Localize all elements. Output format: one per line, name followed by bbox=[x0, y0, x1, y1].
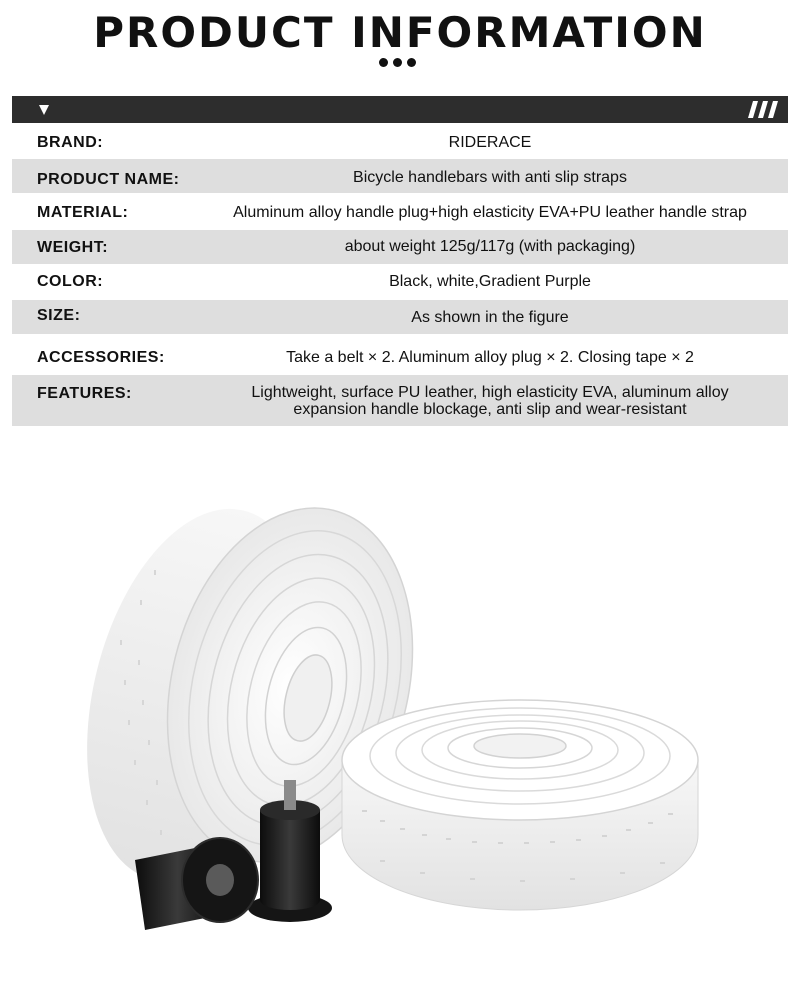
spec-row-product-name bbox=[12, 159, 788, 193]
triple-slash-icon bbox=[742, 96, 778, 123]
page-title: PRODUCT INFORMATION bbox=[93, 8, 707, 57]
spec-value-line: Lightweight, surface PU leather, high elasticity EVA, aluminum alloy bbox=[251, 384, 729, 401]
section-header-bar bbox=[12, 96, 788, 123]
title-dots-decoration bbox=[379, 58, 416, 67]
spec-label: COLOR: bbox=[37, 273, 104, 290]
spec-label: MATERIAL: bbox=[37, 204, 129, 221]
spec-row-features bbox=[12, 375, 788, 426]
spec-value: Bicycle handlebars with anti slip straps bbox=[353, 169, 627, 186]
spec-value: Black, white,Gradient Purple bbox=[389, 273, 591, 290]
spec-label: WEIGHT: bbox=[37, 239, 109, 256]
spec-value: Aluminum alloy handle plug+high elasticity EVA+PU leather handle strap bbox=[233, 204, 747, 221]
spec-label: SIZE: bbox=[37, 307, 81, 324]
spec-value: about weight 125g/117g (with packaging) bbox=[344, 238, 636, 255]
spec-label: FEATURES: bbox=[37, 385, 132, 402]
spec-label: BRAND: bbox=[37, 134, 104, 151]
spec-label: ACCESSORIES: bbox=[37, 349, 165, 366]
dot bbox=[379, 58, 388, 67]
spec-row-color bbox=[12, 264, 788, 300]
triangle-down-icon bbox=[39, 105, 49, 115]
spec-value: As shown in the figure bbox=[411, 309, 569, 326]
spec-row-size bbox=[12, 300, 788, 334]
spec-value-line: expansion handle blockage, anti slip and wear-resistant bbox=[293, 401, 687, 418]
spec-row-material bbox=[12, 193, 788, 228]
spec-row-weight bbox=[12, 230, 788, 264]
spec-value: Take a belt × 2. Aluminum alloy plug × 2. Closing tape × 2 bbox=[286, 349, 694, 366]
spec-label: PRODUCT NAME: bbox=[37, 171, 180, 188]
spec-value: RIDERACE bbox=[448, 134, 532, 151]
spec-value bbox=[192, 384, 788, 418]
product-photo bbox=[80, 480, 720, 950]
dot bbox=[393, 58, 402, 67]
spec-row-brand bbox=[12, 124, 788, 159]
dot bbox=[407, 58, 416, 67]
spec-row-accessories bbox=[12, 339, 788, 375]
tape-roll-lying bbox=[342, 700, 698, 910]
